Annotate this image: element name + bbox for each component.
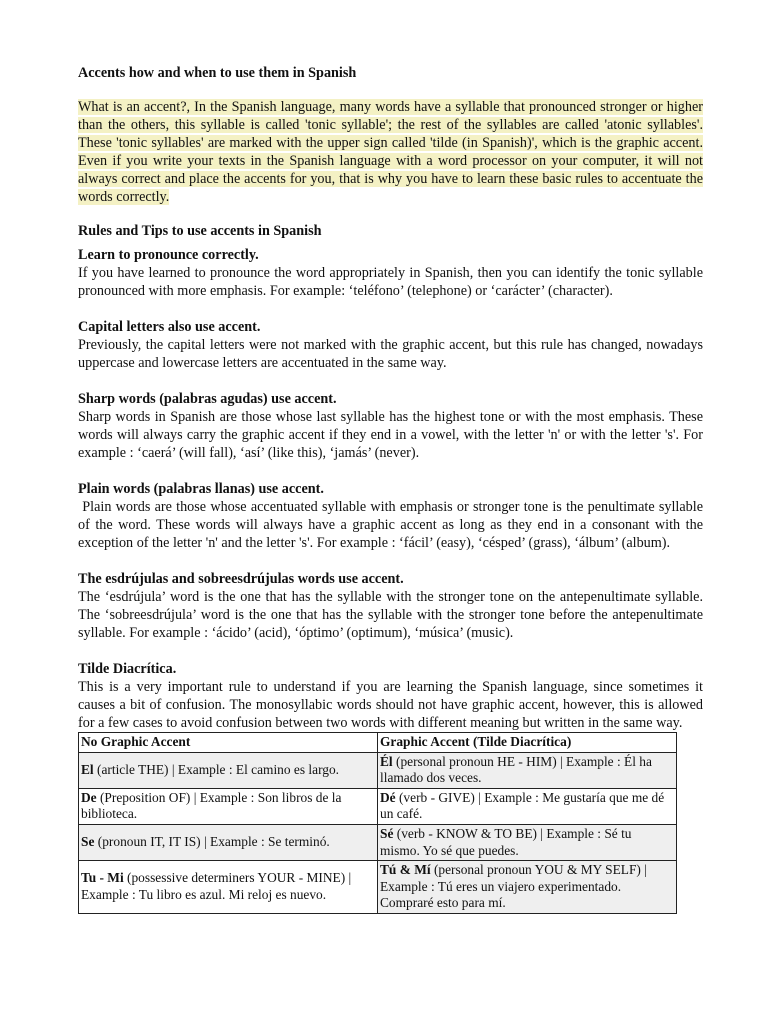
table-cell — [378, 788, 677, 824]
document-title: Accents how and when to use them in Spanish — [78, 65, 357, 81]
table-cell-text: (possessive determiners YOUR - MINE) | Example : Tu libro es azul. Mi reloj es nuevo. — [81, 870, 352, 903]
section-heading: Sharp words (palabras agudas) use accent. — [78, 391, 337, 407]
table-cell-text: (Preposition OF) | Example : Son libros de la biblioteca. — [81, 789, 342, 822]
section-heading: The esdrújulas and sobreesdrújulas words use accent. — [78, 571, 404, 587]
table-cell — [378, 824, 677, 860]
table-cell-word: Él — [380, 753, 393, 769]
table-cell-word: Se — [81, 834, 95, 850]
document-page — [78, 64, 707, 914]
table-cell-text: (verb - GIVE) | Example : Me gustaría que me dé un café. — [380, 789, 665, 822]
section-body: This is a very important rule to understand if you are learning the Spanish language, since sometimes it causes a bit of confusion. The monosyllabic words should not have graphic accent, however, this is allowed for a few cases to avoid confusion between two words with different meaning but written in the same way. — [78, 679, 703, 731]
section-heading: Tilde Diacrítica. — [78, 661, 177, 677]
table-cell-word: De — [81, 789, 97, 805]
section-capital-letters — [78, 318, 703, 372]
table-cell — [79, 788, 378, 824]
section-tilde-diacritica — [78, 660, 703, 732]
section-body: If you have learned to pronounce the word appropriately in Spanish, then you can identify the tonic syllable pronounced with more emphasis. For example: ‘teléfono’ (telephone) or ‘carácter’ (character). — [78, 265, 703, 299]
table-cell-word: Tu - Mi — [81, 870, 124, 886]
table-cell-text: (personal pronoun YOU & MY SELF) | Example : Tú eres un viajero experimentado. Compraré esto para mí. — [380, 862, 647, 911]
table-header-cell: Graphic Accent (Tilde Diacrítica) — [378, 733, 677, 753]
section-body: Plain words are those whose accentuated syllable with emphasis or stronger tone is the penultimate syllable of the word. These words will always have a graphic accent as long as they end in a consonant with the exception of the letter 'n' and the letter 's'. For example : ‘fácil’ (easy), ‘césped’ (grass), ‘álbum’ (album). — [78, 499, 707, 551]
tilde-diacritica-table — [78, 732, 677, 914]
section-body: Sharp words in Spanish are those whose last syllable has the highest tone or with the most emphasis. These words will always carry the graphic accent if they end in a vowel, with the letter 'n' or with the letter 's'. For example : ‘caerá’ (will fall), ‘así’ (like this), ‘jamás’ (never). — [78, 409, 703, 461]
section-heading: Plain words (palabras llanas) use accent. — [78, 481, 324, 497]
section-body: Previously, the capital letters were not marked with the graphic accent, but this rule has changed, nowadays uppercase and lowercase letters are accentuated in the same way. — [78, 337, 703, 371]
section-heading: Learn to pronounce correctly. — [78, 247, 259, 263]
table-cell — [79, 824, 378, 860]
table-header-cell: No Graphic Accent — [79, 733, 378, 753]
rules-heading: Rules and Tips to use accents in Spanish — [78, 223, 322, 239]
table-cell-text: (article THE) | Example : El camino es largo. — [93, 761, 340, 777]
table-cell — [79, 752, 378, 788]
table-cell-word: Sé — [380, 825, 394, 841]
table-cell-word: Dé — [380, 789, 396, 805]
section-body: The ‘esdrújula’ word is the one that has the syllable with the stronger tone on the antepenultimate syllable. The ‘sobreesdrújula’ word is the one that has the syllable with the stronger tone before the antepenultimate syllable. For example : ‘ácido’ (acid), ‘óptimo’ (optimum), ‘música’ (music). — [78, 589, 703, 641]
table-cell-text: (pronoun IT, IT IS) | Example : Se terminó. — [94, 834, 330, 850]
table-cell — [378, 752, 677, 788]
section-plain-words — [78, 480, 707, 552]
section-sharp-words — [78, 390, 703, 462]
table-cell-word: El — [81, 761, 94, 777]
table-cell — [79, 861, 378, 914]
section-heading: Capital letters also use accent. — [78, 319, 261, 335]
table-cell-word: Tú & Mí — [380, 862, 431, 878]
section-pronounce — [78, 246, 703, 300]
section-esdrujulas — [78, 570, 703, 642]
table-row — [79, 824, 677, 860]
table-cell — [378, 861, 677, 914]
table-row — [79, 788, 677, 824]
intro-paragraph — [78, 98, 703, 206]
table-header-row — [79, 733, 677, 753]
table-row — [79, 752, 677, 788]
intro-highlighted-text: What is an accent?, In the Spanish language, many words have a syllable that pronounced stronger or higher than the others, this syllable is called 'tonic syllable'; the rest of the syllables are called 'atonic syllables'. These 'tonic syllables' are marked with the upper sign called 'tilde (in Spanish)', which is the graphic accent. Even if you write your texts in the Spanish language with a word processor on your computer, it will not always correct and place the accents for you, that is why you have to learn these basic rules to accentuate the words correctly. — [78, 99, 703, 205]
table-cell-text: (personal pronoun HE - HIM) | Example : Él ha llamado dos veces. — [380, 753, 652, 786]
table-row — [79, 861, 677, 914]
table-cell-text: (verb - KNOW & TO BE) | Example : Sé tu mismo. Yo sé que puedes. — [380, 825, 632, 858]
